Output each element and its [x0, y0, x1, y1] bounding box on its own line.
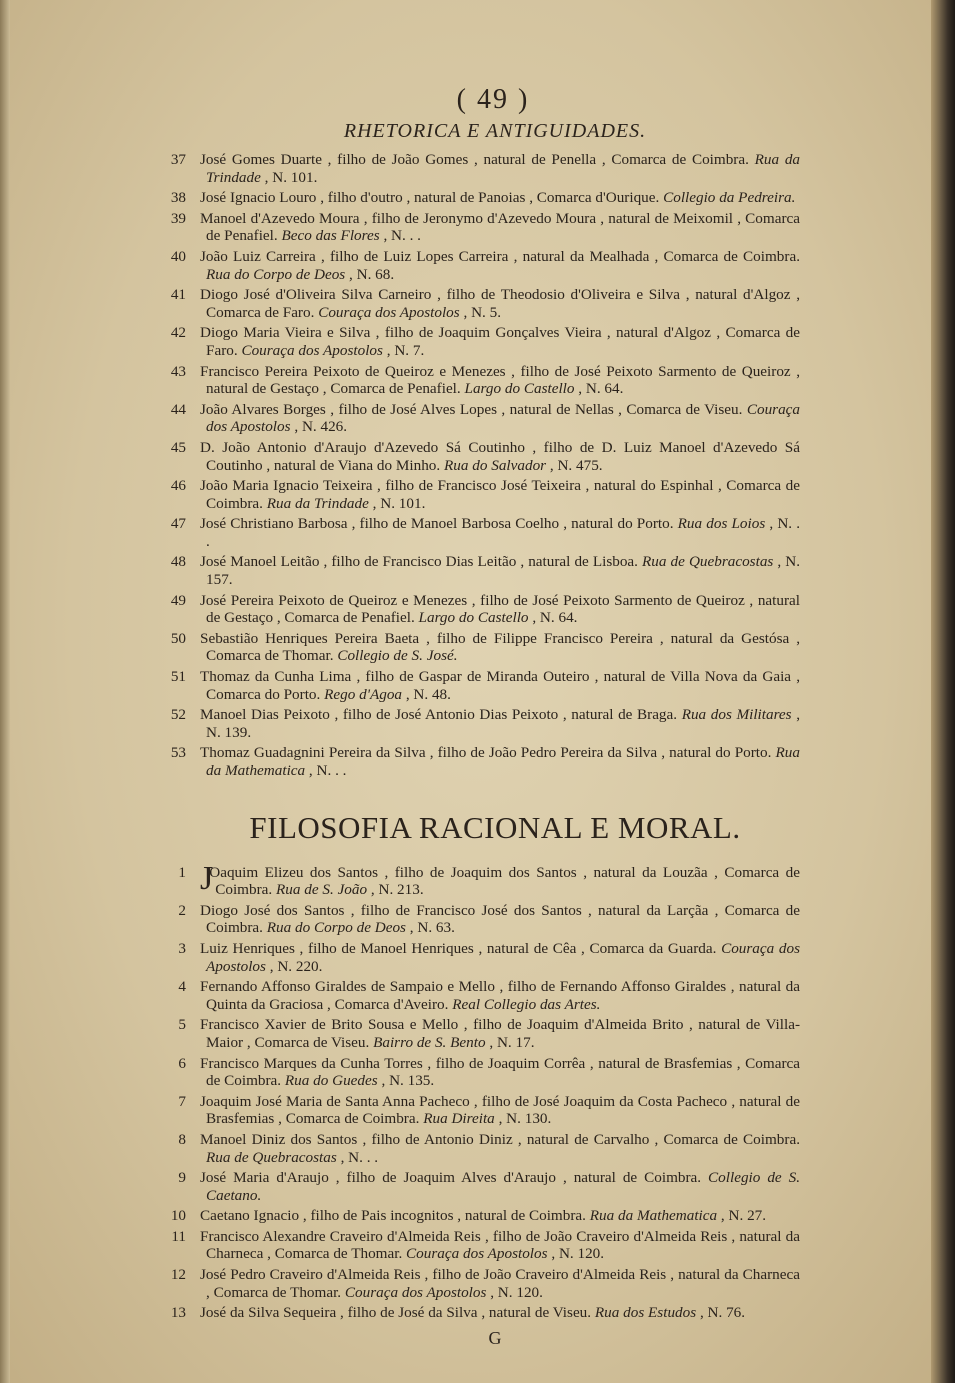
entry-number: 2: [178, 901, 186, 919]
entry-text: [200, 859, 800, 899]
entry-number: 50: [170, 629, 186, 647]
list-item: [160, 477, 800, 512]
entry-number: 7: [178, 1092, 186, 1110]
list-item: [160, 248, 800, 283]
entry-number: 43: [170, 362, 186, 380]
entry-text: [200, 248, 800, 283]
entry-text: [200, 1131, 800, 1166]
list-item: [160, 1093, 800, 1128]
entry-number: 8: [178, 1130, 186, 1148]
entry-number: 51: [170, 668, 186, 686]
entry-tail: , N. 7.: [382, 341, 425, 359]
entry-number: 38: [170, 189, 186, 207]
entry-address: Rua de S. João: [275, 881, 368, 899]
entry-tail: , N. 426.: [290, 418, 348, 436]
entry-tail: , N. 5.: [459, 303, 502, 321]
list-item: [160, 744, 800, 779]
entry-number: 11: [171, 1227, 186, 1245]
entry-tail: , N. 220.: [265, 957, 323, 975]
entry-address: Couraça dos Apostolos: [241, 341, 383, 359]
entry-text: [200, 1169, 800, 1204]
entry-address: Rua de Quebracostas: [206, 1148, 337, 1166]
entry-text: [200, 744, 800, 779]
entry-tail: , N. . .: [379, 227, 421, 245]
entry-address: Rego d'Agoa: [324, 685, 403, 703]
entry-tail: , N. 63.: [405, 919, 455, 937]
entry-address: Rua da Mathematica: [589, 1207, 718, 1225]
drop-cap: J: [200, 859, 214, 897]
entry-body: Manoel Diniz dos Santos , filho de Antonio Diniz , natural de Carvalho , Comarca de Coimbra.: [200, 1130, 800, 1148]
entry-number: 37: [170, 151, 186, 168]
list-item: [160, 363, 800, 398]
entry-address: Couraça dos Apostolos: [206, 400, 800, 436]
entry-body: Oaquim Elizeu dos Santos , filho de Joaquim dos Santos , natural da Louzãa , Comarca de Coimbra.: [209, 863, 800, 899]
entry-body: Joaquim José Maria de Santa Anna Pacheco , filho de José Joaquim da Costa Pacheco , natural de Brasfemias , Comarca de Coimbra.: [200, 1092, 800, 1128]
section-title: RHETORICA E ANTIGUIDADES.: [343, 120, 647, 142]
entry-body: José da Silva Sequeira , filho de José da Silva , natural de Viseu.: [200, 1304, 592, 1322]
list-item: [160, 902, 800, 937]
signature-mark: G: [488, 1327, 502, 1348]
entry-number: 13: [170, 1304, 186, 1322]
entry-address: Couraça dos Apostolos: [406, 1245, 548, 1263]
entry-text: [200, 401, 800, 436]
entry-text: [200, 630, 800, 665]
list-item: [160, 1055, 800, 1090]
entry-address: Largo do Castello: [418, 609, 529, 627]
filosofia-title: FILOSOFIA RACIONAL E MORAL.: [249, 809, 741, 845]
entry-address: Couraça dos Apostolos: [206, 939, 800, 975]
list-item: [160, 859, 800, 899]
list-item: [160, 324, 800, 359]
entry-tail: , N. 135.: [377, 1072, 435, 1090]
entry-address: Rua dos Loios: [677, 515, 766, 533]
entry-body: José Manoel Leitão , filho de Francisco Dias Leitão , natural de Lisboa.: [200, 553, 638, 571]
entry-text: [200, 978, 800, 1013]
entry-text: [200, 592, 800, 627]
entry-number: 6: [178, 1054, 186, 1072]
entry-number: 1: [178, 863, 186, 881]
entry-body: José Gomes Duarte , filho de João Gomes , natural de Penella , Comarca de Coimbra.: [200, 151, 749, 168]
entry-body: Fernando Affonso Giraldes de Sampaio e Mello , filho de Fernando Affonso Giraldes , natural da Quinta da Graciosa , Comarca d'Aveiro.: [200, 978, 800, 1013]
list-item: [160, 1304, 800, 1322]
entry-address: Rua da Trindade: [206, 151, 801, 186]
entry-tail: , N. 157.: [206, 553, 801, 589]
entry-body: João Maria Ignacio Teixeira , filho de Francisco José Teixeira , natural do Espinhal , Comarca de Coimbra.: [200, 477, 800, 512]
list-item: [160, 978, 800, 1013]
entry-address: Rua do Corpo de Deos: [266, 919, 406, 937]
entry-text: [200, 1228, 800, 1263]
entry-body: Manoel d'Azevedo Moura , filho de Jeronymo d'Azevedo Moura , natural de Meixomil , Comarca de Penafiel.: [200, 209, 800, 245]
page-number: ( 49 ): [456, 84, 530, 115]
entry-text: [200, 439, 800, 474]
list-item: [160, 439, 800, 474]
entry-number: 12: [170, 1266, 186, 1284]
entry-body: José Pereira Peixoto de Queiroz e Menezes , filho de José Peixoto Sarmento de Queiroz , natural de Gestaço , Comarca de Penafiel.: [200, 591, 800, 627]
entry-address: Rua dos Militares: [681, 706, 792, 724]
entry-body: José Ignacio Louro , filho d'outro , natural de Panoias , Comarca d'Ourique.: [200, 189, 660, 207]
entry-number: 3: [178, 939, 186, 957]
entry-text: [200, 1055, 800, 1090]
entry-body: Francisco Alexandre Craveiro d'Almeida Reis , filho de João Craveiro d'Almeida Reis , natural da Charneca , Comarca de Thomar.: [200, 1227, 800, 1263]
entry-number: 5: [178, 1016, 186, 1034]
rhetorica-list: [160, 151, 800, 780]
entry-text: [200, 1016, 800, 1051]
list-item: [160, 1228, 800, 1263]
entry-text: [200, 477, 800, 512]
list-item: [160, 189, 800, 207]
list-item: [160, 592, 800, 627]
entry-text: [200, 902, 800, 937]
entry-address: Rua de Quebracostas: [642, 553, 774, 571]
entry-address: Collegio de S. José.: [337, 647, 458, 665]
entry-address: Rua da Mathematica: [206, 744, 800, 779]
entry-text: [200, 1093, 800, 1128]
entry-address: Rua do Guedes: [284, 1072, 378, 1090]
entry-body: José Pedro Craveiro d'Almeida Reis , filho de João Craveiro d'Almeida Reis , natural da Charneca , Comarca de Thomar.: [200, 1266, 800, 1301]
entry-number: 40: [170, 247, 186, 265]
entry-body: Diogo José d'Oliveira Silva Carneiro , filho de Theodosio d'Oliveira e Silva , natural d'Algoz , Comarca de Faro.: [200, 286, 800, 321]
entry-body: Diogo Maria Vieira e Silva , filho de Joaquim Gonçalves Vieira , natural d'Algoz , Comarca de Faro.: [200, 324, 800, 359]
list-item: [160, 553, 800, 588]
entry-number: 49: [170, 591, 186, 609]
entry-address: Couraça dos Apostolos: [344, 1283, 487, 1301]
entry-text: [200, 553, 800, 588]
entry-number: 52: [170, 706, 186, 724]
entry-address: Beco das Flores: [281, 227, 380, 245]
entry-body: D. João Antonio d'Araujo d'Azevedo Sá Coutinho , filho de D. Luiz Manoel d'Azevedo Sá Coutinho , natural de Viana do Minho.: [200, 438, 800, 474]
entry-number: 48: [170, 553, 186, 571]
entry-address: Largo do Castello: [464, 380, 575, 398]
entry-body: José Christiano Barbosa , filho de Manoel Barbosa Coelho , natural do Porto.: [200, 515, 674, 533]
entry-text: [200, 515, 800, 550]
list-item: [160, 1207, 800, 1225]
entry-body: Manoel Dias Peixoto , filho de José Antonio Dias Peixoto , natural de Braga.: [200, 706, 678, 724]
list-item: [160, 706, 800, 741]
entry-tail: , N. 48.: [402, 685, 451, 703]
entry-address: Collegio da Pedreira.: [663, 189, 796, 207]
list-item: [160, 668, 800, 703]
entry-address: Rua do Salvador: [443, 456, 547, 474]
entry-tail: , N. 101.: [260, 168, 318, 186]
entry-body: João Alvares Borges , filho de José Alves Lopes , natural de Nellas , Comarca de Viseu.: [200, 400, 743, 418]
entry-text: [200, 1266, 800, 1301]
entry-tail: , N. 64.: [528, 609, 578, 627]
entry-number: 41: [170, 286, 186, 304]
list-item: [160, 401, 800, 436]
list-item: [160, 940, 800, 975]
entry-text: [200, 1207, 800, 1225]
list-item: [160, 286, 800, 321]
entry-number: 45: [170, 438, 186, 456]
entry-body: Francisco Pereira Peixoto de Queiroz e Menezes , filho de José Peixoto Sarmento de Queiroz , natural de Gestaço , Comarca de Penafiel.: [200, 362, 800, 398]
entry-address: Collegio de S. Caetano.: [206, 1169, 801, 1204]
entry-text: [200, 706, 800, 741]
entry-address: Rua do Corpo de Deos: [206, 265, 346, 283]
entry-body: Luiz Henriques , filho de Manoel Henriques , natural de Cêa , Comarca da Guarda.: [200, 939, 717, 957]
entry-body: Sebastião Henriques Pereira Baeta , filho de Filippe Francisco Pereira , natural da Gestósa , Comarca de Thomar.: [200, 629, 800, 665]
entry-address: Rua da Trindade: [266, 494, 369, 512]
entry-body: Thomaz da Cunha Lima , filho de Gaspar de Miranda Outeiro , natural de Villa Nova da Gaia , Comarca do Porto.: [200, 668, 800, 703]
entry-body: Francisco Xavier de Brito Sousa e Mello , filho de Joaquim d'Almeida Brito , natural de Villa-Maior , Comarca de Viseu.: [200, 1016, 800, 1051]
entry-tail: , N. 68.: [345, 265, 395, 283]
entry-tail: , N. 475.: [546, 456, 603, 474]
page-left-edge: [0, 0, 10, 1383]
list-item: [160, 515, 800, 550]
entry-number: 42: [170, 324, 186, 342]
entry-tail: , N. 64.: [574, 380, 624, 398]
list-item: [160, 1016, 800, 1051]
entry-address: Rua Direita: [423, 1110, 495, 1128]
entry-text: [200, 668, 800, 703]
entry-body: João Luiz Carreira , filho de Luiz Lopes Carreira , natural da Mealhada , Comarca de Coimbra.: [200, 247, 800, 265]
entry-tail: , N. 120.: [547, 1245, 605, 1263]
entry-text: [200, 151, 800, 186]
entry-text: [200, 1304, 800, 1322]
list-item: [160, 1169, 800, 1204]
entry-tail: , N. 139.: [206, 706, 800, 741]
entry-number: 10: [170, 1207, 186, 1225]
filosofia-list: [160, 902, 800, 1322]
entry-number: 4: [178, 978, 186, 996]
entry-address: Rua dos Estudos: [594, 1304, 697, 1322]
list-item: [160, 1266, 800, 1301]
entry-number: 46: [170, 477, 186, 495]
list-item: [160, 1131, 800, 1166]
entry-text: [200, 363, 800, 398]
page-right-edge: [931, 0, 955, 1383]
entry-number: 9: [178, 1169, 186, 1187]
page-content: [160, 84, 800, 1349]
entry-tail: , N. 17.: [485, 1033, 535, 1051]
entry-body: Thomaz Guadagnini Pereira da Silva , filho de João Pedro Pereira da Silva , natural do Porto.: [200, 744, 772, 762]
entry-number: 39: [170, 209, 186, 227]
entry-address: Bairro de S. Bento: [373, 1033, 486, 1051]
list-item: [160, 630, 800, 665]
entry-tail: , N. 101.: [368, 494, 426, 512]
entry-body: Francisco Marques da Cunha Torres , filho de Joaquim Corrêa , natural de Brasfemias , Comarca de Coimbra.: [200, 1054, 800, 1090]
entry-number: 53: [170, 744, 186, 762]
entry-text: [200, 286, 800, 321]
entry-text: [200, 210, 800, 245]
list-item: [160, 151, 800, 186]
entry-tail: , N. 213.: [367, 881, 424, 899]
entry-text: [200, 189, 800, 207]
entry-text: [200, 940, 800, 975]
entry-tail: , N. 76.: [696, 1304, 746, 1322]
entry-tail: , N. 130.: [494, 1110, 552, 1128]
entry-text: [200, 324, 800, 359]
entry-address: Real Collegio das Artes.: [452, 995, 601, 1013]
entry-body: Diogo José dos Santos , filho de Francisco José dos Santos , natural da Larçãa , Comarca de Coimbra.: [200, 901, 800, 937]
entry-tail: , N. 27.: [717, 1207, 767, 1225]
list-item: [160, 210, 800, 245]
entry-tail: , N. . .: [206, 515, 801, 550]
entry-tail: , N. . .: [336, 1148, 379, 1166]
entry-number: 47: [170, 515, 186, 533]
entry-body: Caetano Ignacio , filho de Pais incognitos , natural de Coimbra.: [200, 1207, 586, 1225]
entry-address: Couraça dos Apostolos: [318, 303, 460, 321]
entry-body: José Maria d'Araujo , filho de Joaquim Alves d'Araujo , natural de Coimbra.: [200, 1169, 702, 1187]
entry-tail: , N. 120.: [486, 1283, 543, 1301]
entry-number: 44: [170, 400, 186, 418]
entry-tail: , N. . .: [305, 762, 347, 779]
